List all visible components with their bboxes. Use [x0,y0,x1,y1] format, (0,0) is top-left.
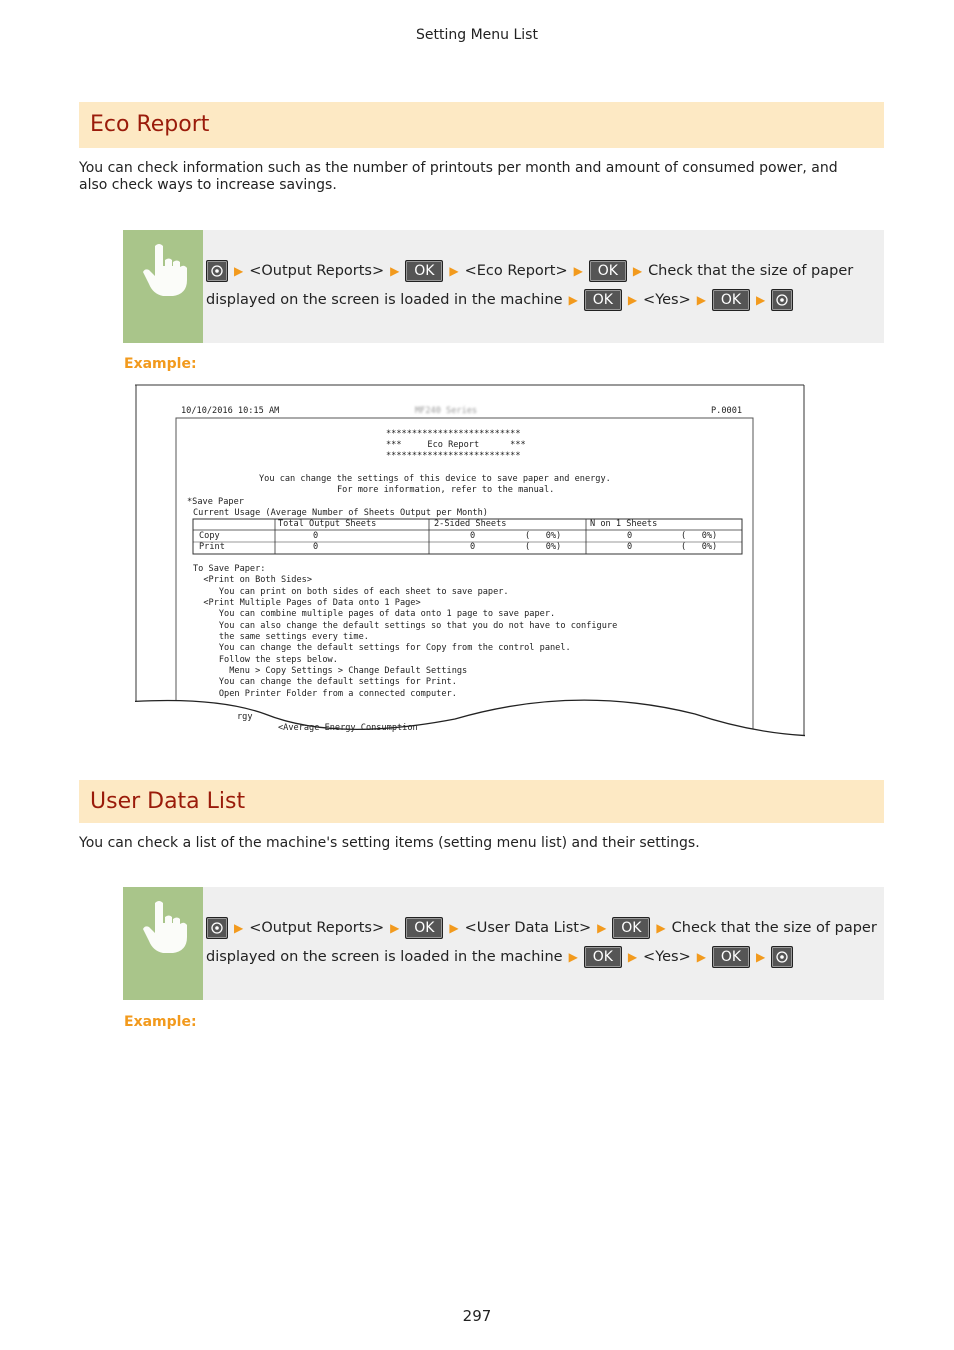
report-col-header: Total Output Sheets [278,519,377,529]
section-heading-eco-report: Eco Report [79,102,884,148]
report-tip: You can change the default settings for Copy from the control panel. [193,643,571,653]
triangle-right-icon: ▶ [597,921,607,935]
triangle-right-icon: ▶ [756,950,766,964]
report-cell: ( 0%) [681,531,718,541]
report-cell: 0 [313,531,319,541]
user-data-intro: You can check a list of the machine's setting items (setting menu list) and their settings. [79,835,700,851]
user-data-example-label: Example: [124,1014,197,1030]
report-tip: <Print on Both Sides> [193,575,312,585]
report-cut-text: <Average Energy Consumption [278,723,418,733]
report-row-label: Print [199,542,225,552]
section-heading-user-data-list: User Data List [79,780,884,823]
step-eco-report: <Eco Report> [464,263,568,279]
report-cell: ( 0%) [525,531,562,541]
report-cell: 0 [627,542,633,552]
report-cell: 0 [470,531,476,541]
report-tip: the same settings every time. [193,632,369,642]
step-output-reports: <Output Reports> [249,920,385,936]
report-tip: <Print Multiple Pages of Data onto 1 Page> [193,598,421,608]
report-tip: You can also change the default settings so that you do not have to configure [193,621,618,631]
eco-report-steps [123,230,884,343]
triangle-right-icon: ▶ [632,264,643,278]
report-tip: To Save Paper: [193,564,266,574]
triangle-right-icon: ▶ [449,264,459,278]
step-loaded: displayed on the screen is loaded in the machine [206,292,563,308]
report-stars-top: ************************** [386,429,521,439]
report-tip: Open Printer Folder from a connected computer. [193,689,457,699]
report-stars-bottom: ************************** [386,451,521,461]
ok-button-icon: OK [405,260,443,282]
report-title-line: *** Eco Report *** [386,440,526,450]
report-cell: 0 [313,542,319,552]
step-yes: <Yes> [643,949,691,965]
step-loaded: displayed on the screen is loaded in the machine [206,949,563,965]
hand-panel [123,887,203,1000]
triangle-right-icon: ▶ [234,921,244,935]
menu-button-icon [206,917,228,939]
report-date: 10/10/2016 10:15 AM [181,406,280,416]
menu-button-icon [771,946,793,968]
report-model: MF240 Series [415,406,478,416]
triangle-right-icon: ▶ [696,293,706,307]
report-note-2: For more information, refer to the manual. [337,485,555,495]
ok-button-icon: OK [584,289,622,311]
triangle-right-icon: ▶ [568,950,578,964]
triangle-right-icon: ▶ [627,950,638,964]
menu-button-icon [771,289,793,311]
step-user-data-list: <User Data List> [464,920,592,936]
report-save-paper: *Save Paper [187,497,244,507]
report-tip: You can print on both sides of each sheet to save paper. [193,587,509,597]
report-tip: You can change the default settings for Print. [193,677,457,687]
ok-button-icon: OK [712,946,750,968]
triangle-right-icon: ▶ [390,264,400,278]
eco-report-intro: You can check information such as the number of printouts per month and amount of consumed power, and also check ways to increase savings. [79,160,838,193]
report-tip: Menu > Copy Settings > Change Default Settings [193,666,468,676]
triangle-right-icon: ▶ [568,293,578,307]
step-check-size: Check that the size of paper [671,920,877,936]
triangle-right-icon: ▶ [573,264,583,278]
page-number: 297 [462,1307,492,1325]
report-cell: 0 [627,531,633,541]
step-output-reports: <Output Reports> [249,263,385,279]
eco-example-label: Example: [124,356,197,372]
report-cell: ( 0%) [681,542,718,552]
report-page: P.0001 [711,406,743,416]
triangle-right-icon: ▶ [449,921,459,935]
step-check-size: Check that the size of paper [648,263,854,279]
triangle-right-icon: ▶ [627,293,638,307]
ok-button-icon: OK [584,946,622,968]
ok-button-icon: OK [712,289,750,311]
eco-step-line-1 [206,258,853,284]
ok-button-icon: OK [612,917,650,939]
report-col-header: 2-Sided Sheets [434,519,507,529]
user-data-step-line-1 [206,915,877,941]
user-data-steps [123,887,884,1000]
report-cell: ( 0%) [525,542,562,552]
ok-button-icon: OK [405,917,443,939]
report-tip: Follow the steps below. [193,655,338,665]
menu-button-icon [206,260,228,282]
eco-step-line-2 [206,287,793,313]
hand-pointer-icon [139,240,187,296]
triangle-right-icon: ▶ [234,264,244,278]
report-current-usage: Current Usage (Average Number of Sheets Output per Month) [193,508,488,518]
eco-report-sample [135,384,805,744]
page-header: Setting Menu List [416,27,538,43]
report-cut-text: rgy [237,712,253,722]
triangle-right-icon: ▶ [656,921,666,935]
step-yes: <Yes> [643,292,691,308]
hand-pointer-icon [139,897,187,953]
triangle-right-icon: ▶ [756,293,766,307]
hand-panel [123,230,203,343]
report-row-label: Copy [199,531,220,541]
report-note-1: You can change the settings of this device to save paper and energy. [259,474,611,484]
user-data-step-line-2 [206,944,793,970]
triangle-right-icon: ▶ [390,921,400,935]
triangle-right-icon: ▶ [696,950,706,964]
report-tip: You can combine multiple pages of data onto 1 page to save paper. [193,609,556,619]
report-cell: 0 [470,542,476,552]
ok-button-icon: OK [589,260,627,282]
report-col-header: N on 1 Sheets [590,519,658,529]
